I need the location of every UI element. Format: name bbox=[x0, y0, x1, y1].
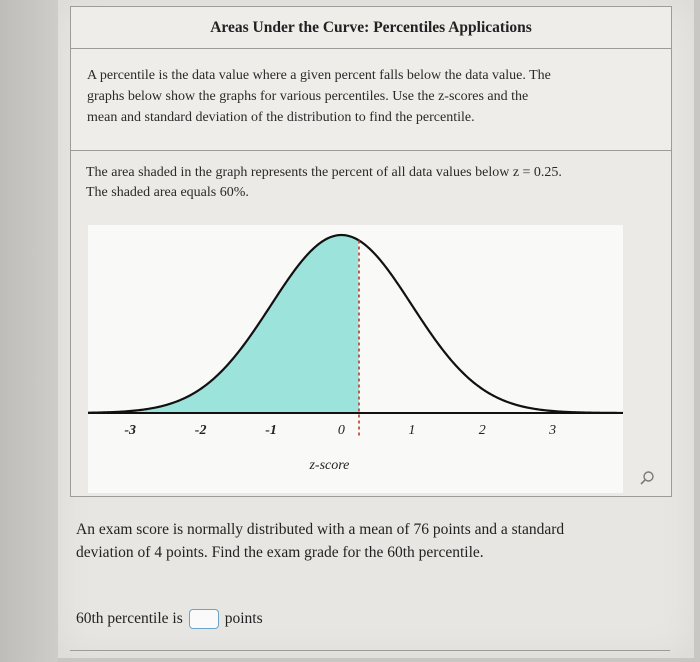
worksheet bbox=[58, 0, 694, 658]
tick-label: 1 bbox=[408, 423, 416, 438]
tick-label: -2 bbox=[194, 423, 207, 438]
tick-label: 2 bbox=[478, 423, 486, 438]
normal-curve-chart bbox=[88, 225, 623, 493]
problem-text: An exam score is normally distributed with a mean of 76 points and a standard deviation of 4 points. Find the exam grade for the 60th percentile. bbox=[76, 521, 565, 561]
title-box bbox=[70, 6, 672, 50]
intro-text: A percentile is the data value where a given percent falls below the data value. The graphs below show the graphs for various percentiles. Use the z-scores and the mean and standard deviation of the distribution to find the percentile. bbox=[87, 68, 551, 125]
page-title: Areas Under the Curve: Percentiles Applications bbox=[210, 19, 532, 36]
normal-curve-plot bbox=[88, 225, 623, 493]
tick-label: 3 bbox=[549, 423, 557, 438]
tick-label: -1 bbox=[265, 423, 277, 438]
graph-description: The area shaded in the graph represents the percent of all data values below z = 0.25. The shaded area equals 60%. bbox=[86, 165, 562, 200]
tick-labels bbox=[124, 423, 556, 438]
intro-box bbox=[70, 48, 672, 151]
tick-label: -3 bbox=[124, 423, 137, 438]
answer-suffix: points bbox=[224, 610, 263, 627]
answer-prefix: 60th percentile is bbox=[76, 610, 183, 627]
answer-row bbox=[76, 609, 263, 629]
shaded-area bbox=[88, 235, 359, 413]
magnifier-icon[interactable] bbox=[639, 470, 655, 486]
page-edge bbox=[0, 0, 58, 662]
answer-input[interactable] bbox=[189, 609, 219, 629]
graph-box bbox=[70, 150, 672, 497]
tick-label: 0 bbox=[337, 423, 345, 438]
bottom-divider bbox=[70, 650, 670, 651]
x-axis-label: z-score bbox=[309, 458, 350, 473]
